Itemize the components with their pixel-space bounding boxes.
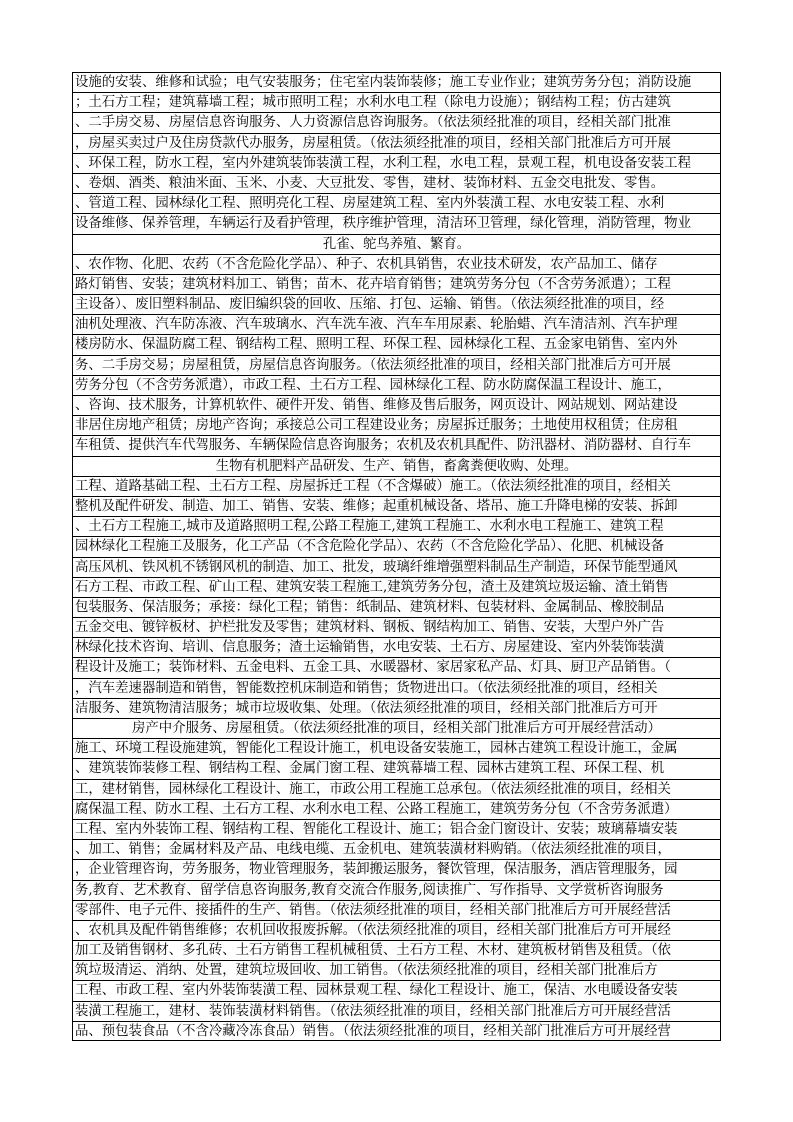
table-row: [72, 456, 721, 476]
cell-text: 、加工、销售；金属材料及产品、电线电缆、五金机电、建筑装潢材料购销。（依法须经批准的项目，: [75, 842, 671, 858]
table-row: [72, 415, 721, 435]
cell-text: 务,教育、艺术教育、留学信息咨询服务,教育交流合作服务,阅读推广、写作指导、文学赏析咨询服务: [75, 882, 664, 898]
table-row: [72, 980, 721, 1000]
table-row: [72, 880, 721, 900]
cell-text: 包装服务、保洁服务；承接：绿化工程；销售：纸制品、建筑材料、包装材料、金属制品、橡胶制品: [75, 599, 665, 615]
cell-text: 园林绿化工程施工及服务，化工产品（不含危险化学品）、农药（不含危险化学品）、化肥、机械设备: [75, 539, 665, 555]
cell-text: ，汽车差速器制造和销售，智能数控机床制造和销售；货物进出口。（依法须经批准的项目，经相关: [75, 680, 658, 696]
cell-text: 工程、市政工程、室内外装饰装潢工程、园林景观工程、绿化工程设计、施工，保洁、水电暖设备安装: [75, 983, 678, 999]
table-row: [72, 133, 721, 153]
table-row: [72, 819, 721, 839]
cell-text: 、咨询、技术服务，计算机软件、硬件开发、销售、维修及售后服务，网页设计、网站规划、网站建设: [75, 398, 678, 413]
table-row: [72, 799, 721, 819]
cell-text: 高压风机、铁风机不锈钢风机的制造、加工、批发，玻璃纤维增强塑料制品生产制造，环保节能型通风: [75, 559, 678, 575]
cell-text: 务、二手房交易；房屋租赁，房屋信息咨询服务。（依法须经批准的项目，经相关部门批准后方可开展: [75, 357, 671, 373]
cell-text: 非居住房地产租赁；房地产咨询；承接总公司工程建设业务；房屋拆迁服务；土地使用权租赁；住房租: [75, 418, 678, 434]
cell-text: 程设计及施工；装饰材料、五金电料、五金工具、水暖器材、家居家私产品、灯具、厨卫产品销售。（: [75, 660, 671, 676]
cell-text: 工，建材销售，园林绿化工程设计、施工，市政公用工程施工总承包。（依法须经批准的项目，经相关: [75, 781, 671, 797]
table-row: [72, 577, 721, 597]
table-row: [72, 678, 721, 698]
cell-text: 、土石方工程施工,城市及道路照明工程,公路工程施工,建筑工程施工、水利水电工程施工、建筑工程: [75, 519, 664, 535]
table-row: [72, 960, 721, 980]
table-row: [72, 274, 721, 294]
table-row: [72, 617, 721, 637]
table-row: [72, 657, 721, 677]
table-row: [72, 496, 721, 516]
cell-text: 洁服务、建筑物清洁服务；城市垃圾收集、处理。（依法须经批准的项目，经相关部门批准后方可开: [75, 700, 658, 716]
table-row: [72, 839, 721, 859]
table-row: [72, 758, 721, 778]
cell-text: 石方工程、市政工程、矿山工程、建筑安装工程施工,建筑劳务分包，渣土及建筑垃圾运输、渣土销售: [75, 579, 669, 595]
table-row: [72, 1001, 721, 1021]
table-row: [72, 940, 721, 960]
cell-text: 腐保温工程、防水工程、土石方工程、水利水电工程、公路工程施工，建筑劳务分包（不含劳务派遣）: [75, 801, 678, 817]
table-row: [72, 435, 721, 455]
table-row: [72, 637, 721, 657]
cell-text: 楼房防水、保温防腐工程、钢结构工程、照明工程、环保工程、园林绿化工程、五金家电销售、室内外: [75, 337, 678, 353]
cell-text: 五金交电、镀锌板材、护栏批发及零售；建筑材料、钢板、钢结构加工、销售、安装，大型户外广告: [75, 620, 665, 636]
cell-text: 、农作物、化肥、农药（不含危险化学品）、种子、农机具销售，农业技术研发，农产品加工、储存: [75, 256, 658, 272]
table-row: [72, 516, 721, 536]
table-row: [72, 395, 721, 415]
table-row: [72, 92, 721, 112]
cell-text: 零部件、电子元件、接插件的生产、销售。（依法须经批准的项目，经相关部门批准后方可开展经营活: [75, 902, 671, 918]
table-row: [72, 173, 721, 193]
table-row: [72, 334, 721, 354]
cell-text: 施工、环境工程设施建筑，智能化工程设计施工，机电设备安装施工，园林古建筑工程设计施工，金属: [75, 741, 678, 757]
cell-text: 劳务分包（不含劳务派遣），市政工程、土石方工程、园林绿化工程、防水防腐保温工程设计、施工，: [75, 377, 671, 393]
cell-text: 车租赁、提供汽车代驾服务、车辆保险信息咨询服务；农机及农机具配件、防汛器材、消防器材、自行车: [75, 438, 691, 454]
table-row: [72, 213, 721, 233]
table-row: [72, 920, 721, 940]
table-row: [72, 153, 721, 173]
cell-text: 工程、道路基础工程、土石方工程、房屋拆迁工程（不含爆破）施工。（依法须经批准的项目，经相关: [75, 478, 671, 494]
cell-text: 、农机具及配件销售维修；农机回收报废拆解。（依法须经批准的项目，经相关部门批准后方可开展经: [75, 922, 671, 938]
cell-text: 、管道工程、园林绿化工程、照明亮化工程、房屋建筑工程、室内外装潢工程、水电安装工程、水利: [75, 196, 665, 212]
cell-text: 加工及销售钢材、多孔砖、土石方销售工程机械租赁、土石方工程、木材、建筑板材销售及租赁。（依: [75, 943, 671, 959]
table-row: [72, 779, 721, 799]
table-row: [72, 375, 721, 395]
table-row: [72, 476, 721, 496]
cell-text: ，企业管理咨询，劳务服务，物业管理服务，装卸搬运服务，餐饮管理，保洁服务，酒店管理服务，园: [75, 862, 678, 878]
cell-text: 整机及配件研发、制造、加工、销售、安装、维修；起重机械设备、塔吊、施工升降电梯的安装、拆卸: [75, 498, 678, 514]
table-row: [72, 254, 721, 274]
table-row: [72, 859, 721, 879]
table-row: [72, 355, 721, 375]
cell-text: 路灯销售、安装；建筑材料加工、销售；苗木、花卉培育销售；建筑劳务分包（不含劳务派遣）；工程: [75, 276, 671, 292]
table-row: [72, 72, 721, 92]
spreadsheet-table: [72, 72, 721, 1041]
cell-text: 、建筑装饰装修工程、钢结构工程、金属门窗工程、建筑幕墙工程、园林古建筑工程、环保工程、机: [75, 761, 665, 777]
table-row: [72, 193, 721, 213]
cell-text: 、二手房交易、房屋信息咨询服务、人力资源信息咨询服务。（依法须经批准的项目，经相关部门批准: [75, 115, 671, 131]
table-row: [72, 1021, 721, 1041]
table-row: [72, 900, 721, 920]
cell-text: 设备维修、保养管理，车辆运行及看护管理，秩序维护管理，清洁环卫管理，绿化管理，消防管理，物业: [75, 216, 691, 232]
cell-text: 、卷烟、酒类、粮油米面、玉米、小麦、大豆批发、零售，建材、装饰材料、五金交电批发、零售。: [75, 175, 665, 191]
table-row: [72, 557, 721, 577]
table-row: [72, 738, 721, 758]
cell-text: 生物有机肥料产品研发、生产、销售，畜禽粪便收购、处理。: [215, 458, 578, 474]
cell-text: 工程、室内外装饰工程、钢结构工程、智能化工程设计、施工；铝合金门窗设计、安装；玻璃幕墙安装: [75, 821, 678, 837]
cell-text: 孔雀、鸵鸟养殖、繁育。: [322, 236, 471, 252]
table-row: [72, 597, 721, 617]
table-row: [72, 112, 721, 132]
table-row: [72, 234, 721, 254]
cell-text: 林绿化技术咨询、培训、信息服务；渣土运输销售，水电安装、土石方、房屋建设、室内外装饰装潢: [75, 640, 665, 656]
table-row: [72, 294, 721, 314]
cell-text: 设施的安装、维修和试验；电气安装服务；住宅室内装饰装修；施工专业作业；建筑劳务分包；消防设施: [75, 75, 691, 90]
cell-text: 房产中介服务、房屋租赁。（依法须经批准的项目，经相关部门批准后方可开展经营活动）: [132, 721, 661, 736]
cell-text: 筑垃圾清运、消纳、处置，建筑垃圾回收、加工销售。（依法须经批准的项目，经相关部门批准后方: [75, 963, 658, 979]
cell-text: ；土石方工程；建筑幕墙工程；城市照明工程；水利水电工程（除电力设施）；钢结构工程；仿古建筑: [75, 95, 671, 111]
cell-text: 装潢工程施工，建材、装饰装潢材料销售。（依法须经批准的项目，经相关部门批准后方可开展经营活: [75, 1003, 671, 1019]
cell-text: 油机处理液、汽车防冻液、汽车玻璃水、汽车洗车液、汽车车用尿素、轮胎蜡、汽车清洁剂、汽车护理: [75, 317, 678, 333]
cell-text: ，房屋买卖过户及住房贷款代办服务，房屋租赁。（依法须经批准的项目，经相关部门批准后方可开展: [75, 135, 671, 151]
table-row: [72, 536, 721, 556]
cell-text: 品、预包装食品（不含冷藏冷冻食品）销售。（依法须经批准的项目，经相关部门批准后方可开展经营: [75, 1023, 671, 1039]
cell-text: 主设备）、废旧塑料制品、废旧编织袋的回收、压缩、打包、运输、销售。（依法须经批准的项目，经: [75, 297, 665, 313]
table-row: [72, 314, 721, 334]
table-row: [72, 698, 721, 718]
table-row: [72, 718, 721, 738]
cell-text: 、环保工程，防水工程，室内外建筑装饰装潢工程，水利工程，水电工程，景观工程，机电设备安装工程: [75, 155, 691, 171]
